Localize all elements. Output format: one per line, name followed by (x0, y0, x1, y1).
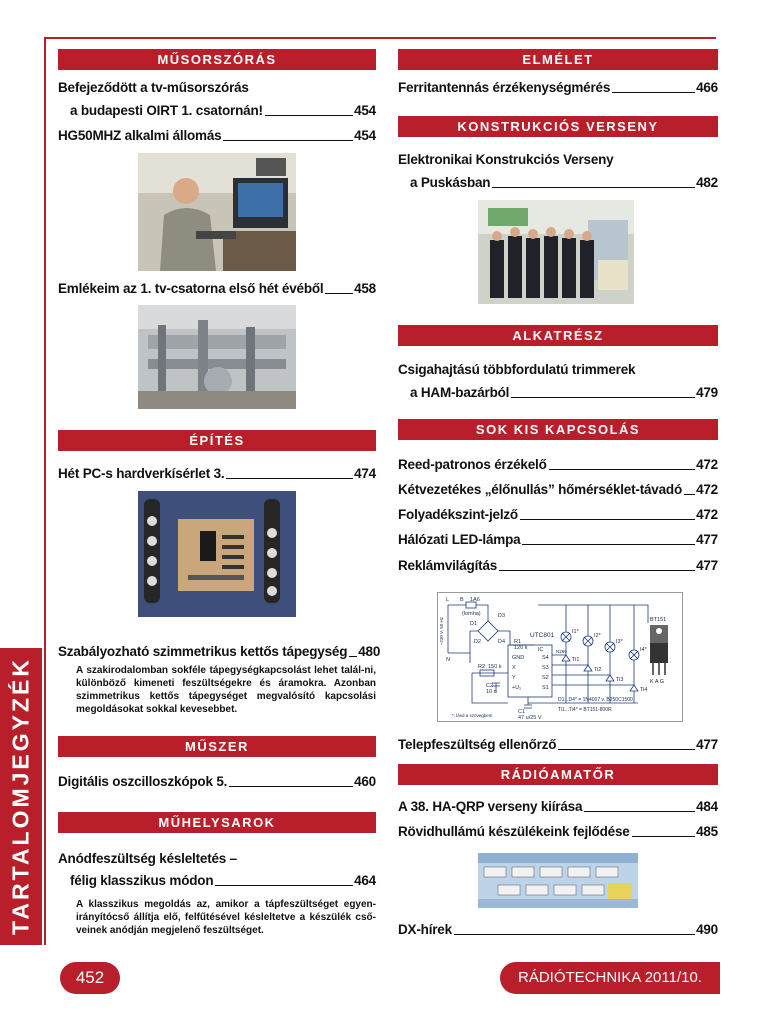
section-header-parts: ALKATRÉSZ (398, 325, 718, 346)
schematic-pin-gnd: GND (512, 655, 525, 661)
leader-line (549, 469, 695, 470)
leader-line (684, 494, 695, 495)
leader-line (454, 934, 695, 935)
leader-line (265, 115, 353, 116)
section-header-build: ÉPÍTÉS (58, 430, 376, 451)
page-number: 454 (354, 103, 376, 118)
toc-entry-pc-hardware[interactable]: Hét PC-s hardverkísérlet 3. 474 (58, 466, 376, 481)
page-number: 466 (696, 80, 718, 95)
page-number: 484 (696, 799, 718, 814)
photo-contest-group (478, 200, 634, 304)
schematic-pin-s1: S1 (542, 685, 549, 691)
toc-entry-battery-check[interactable]: Telepfeszültség ellenőrző 477 (398, 737, 718, 752)
leader-line (522, 544, 695, 545)
schematic-label-r2: R2 (478, 664, 486, 670)
toc-entry-trimmers[interactable]: a HAM-bazárból 479 (410, 385, 718, 400)
schematic-label-c2-value: 10 n (486, 689, 497, 695)
sidebar-title: TARTALOMJEGYZÉK (7, 657, 34, 935)
schematic-label-thyristors: Ti1...Ti4* = BT151-800R (558, 707, 612, 713)
toc-entry-power-supply[interactable]: Szabályozható szimmetrikus kettős tápegység 480 (58, 644, 381, 659)
page-number: 474 (354, 466, 376, 481)
schematic-pin-vdd: +U₁ (512, 685, 522, 691)
page-number: 480 (358, 644, 381, 659)
schematic-label-l: L (446, 597, 450, 603)
leader-line (492, 187, 695, 188)
page-number: 485 (696, 824, 718, 839)
schematic-label-t2: Ti2 (594, 667, 602, 673)
section-header-radio-amateur: RÁDIÓAMATŐR (398, 764, 718, 785)
toc-entry-temperature[interactable]: Kétvezetékes „élőnullás” hőmérséklet-távadó 472 (398, 482, 718, 497)
leader-line (558, 749, 695, 750)
page-number: 477 (696, 737, 718, 752)
footer-page-number: 452 (60, 962, 120, 994)
schematic-label-d3: D3 (498, 613, 506, 619)
top-rule (44, 37, 716, 39)
leader-line (325, 293, 353, 294)
circuit-schematic (437, 592, 683, 722)
leader-line (226, 478, 353, 479)
section-header-instrument: MŰSZER (58, 736, 376, 757)
toc-entry-liquid-level[interactable]: Folyadékszint-jelző 472 (398, 507, 718, 522)
toc-entry-led-lamp[interactable]: Hálózati LED-lámpa 477 (398, 532, 718, 547)
schematic-label-i4: I4* (640, 647, 647, 653)
schematic-label-i1: I1* (572, 629, 579, 635)
leader-line (520, 519, 695, 520)
photo-transmitter-equipment (138, 305, 296, 409)
page-number: 472 (696, 482, 718, 497)
schematic-label-slow: (lomha) (462, 611, 481, 617)
schematic-label-i2: I2* (594, 633, 601, 639)
schematic-label-ic-type: UTC801 (530, 632, 555, 639)
schematic-pin-s2: S2 (542, 675, 549, 681)
schematic-label-n: N (446, 657, 450, 663)
page-number: 477 (696, 558, 718, 573)
schematic-label-t1: Ti1 (572, 657, 580, 663)
page-number: 472 (696, 457, 718, 472)
photo-pcb-board (138, 491, 296, 617)
page-number: 464 (354, 873, 376, 888)
schematic-label-d2: D2 (474, 639, 482, 645)
schematic-label-b: B (460, 597, 464, 603)
toc-entry-ferrite-antenna[interactable]: Ferritantennás érzékenységmérés 466 (398, 80, 718, 95)
toc-entry-contest[interactable]: a Puskásban 482 (410, 175, 718, 190)
page-number: 477 (696, 532, 718, 547)
section-header-broadcast: MŰSORSZÓRÁS (58, 49, 376, 70)
schematic-pin-y: Y (512, 675, 516, 681)
section-header-theory: ELMÉLET (398, 49, 718, 70)
page-number: 460 (354, 774, 376, 789)
leader-line (349, 656, 357, 657)
leader-line (584, 811, 695, 812)
abstract-power-supply: A szakirodalomban sokféle tápegységkapcsolást lehet talál-ni, különböző kimeneti feszültségekre és áramokra. Azonban szimmetrikus kettős tápegységet megvalósító kapcsolási megoldásokat sokkal kevesebbet. (76, 665, 376, 715)
leader-line (223, 140, 353, 141)
schematic-label-d1: D1 (470, 621, 478, 627)
leader-line (632, 836, 695, 837)
toc-entry-advert-lighting[interactable]: Reklámvilágítás 477 (398, 558, 718, 573)
page-number: 479 (696, 385, 718, 400)
schematic-label-ic: IC (538, 647, 544, 653)
footer-magazine-title: RÁDIÓTECHNIKA 2011/10. (500, 962, 720, 994)
photo-radio-operator (138, 153, 296, 271)
toc-entry-shortwave[interactable]: Rövidhullámú készülékeink fejlődése 485 (398, 824, 718, 839)
schematic-label-n260: N260 (556, 649, 567, 654)
schematic-label-d4: D4 (498, 639, 506, 645)
section-header-contest: KONSTRUKCIÓS VERSENY (398, 116, 718, 137)
page-number: 458 (354, 281, 376, 296)
schematic-label-bt151: BT151 (650, 617, 667, 623)
toc-entry-oirt[interactable]: a budapesti OIRT 1. csatornán! 454 (70, 103, 376, 118)
schematic-label-t3: Ti3 (616, 677, 624, 683)
leader-line (499, 570, 695, 571)
section-header-small-circuits: SOK KIS KAPCSOLÁS (398, 419, 718, 440)
toc-entry-dx-news[interactable]: DX-hírek 490 (398, 922, 718, 937)
page-number: 490 (696, 922, 718, 937)
toc-entry-anode[interactable]: félig klasszikus módon 464 (70, 873, 376, 888)
figure-block-diagram (478, 853, 638, 908)
leader-line (511, 397, 695, 398)
schematic-pin-s4: S4 (542, 655, 549, 661)
leader-line (229, 786, 353, 787)
toc-entry-memories[interactable]: Emlékeim az 1. tv-csatorna első hét évéből 458 (58, 281, 376, 296)
toc-entry-hg50mhz[interactable]: HG50MHZ alkalmi állomás 454 (58, 128, 376, 143)
toc-entry-oscilloscopes[interactable]: Digitális oszcilloszkópok 5. 460 (58, 774, 376, 789)
schematic-pin-x: X (512, 665, 516, 671)
page-number: 482 (696, 175, 718, 190)
toc-entry-trimmers-line1[interactable]: Csigahajtású többfordulatú trimmerek (398, 362, 636, 377)
schematic-label-kag: K A G (650, 679, 665, 685)
page-number: 472 (696, 507, 718, 522)
schematic-label-r2-value: 150 k (488, 664, 502, 670)
toc-entry-reed[interactable]: Reed-patronos érzékelő 472 (398, 457, 718, 472)
schematic-label-diodes: D1...D4* = 1N4007 v. B250C1500 (558, 697, 633, 703)
schematic-pin-s3: S3 (542, 665, 549, 671)
schematic-label-r1-value: 120 k (514, 645, 528, 651)
schematic-label-r1: R1 (514, 639, 522, 645)
page-number: 454 (354, 128, 376, 143)
left-rule (44, 37, 46, 945)
schematic-label-i3: I3* (616, 639, 623, 645)
toc-entry-oirt-line1[interactable]: Befejeződött a tv-műsorszórás (58, 80, 249, 95)
section-header-workshop: MŰHELYSAROK (58, 812, 376, 833)
schematic-label-c1: C1 (518, 709, 526, 715)
schematic-label-c2: C2 (486, 683, 494, 689)
schematic-label-voltage: ~230 V, 50 Hz (439, 617, 444, 646)
toc-entry-contest-line1[interactable]: Elektronikai Konstrukciós Verseny (398, 152, 614, 167)
schematic-label-fuse: 1A6 (470, 597, 480, 603)
schematic-label-note: *: lásd a szövegben! (452, 713, 493, 718)
leader-line (215, 885, 353, 886)
schematic-label-t4: Ti4 (640, 687, 648, 693)
leader-line (612, 92, 695, 93)
toc-entry-qrp-contest[interactable]: A 38. HA-QRP verseny kiírása 484 (398, 799, 718, 814)
toc-entry-anode-line1[interactable]: Anódfeszültség késleltetés – (58, 851, 237, 866)
schematic-label-c1-value: 47 u/25 V (518, 715, 542, 721)
abstract-anode: A klasszikus megoldás az, amikor a tápfeszültséget egyen-irányítócső állítja elő, felfűtésével késleltetve a készülék cső-veinek anódján megjelenő feszültséget. (76, 899, 376, 936)
